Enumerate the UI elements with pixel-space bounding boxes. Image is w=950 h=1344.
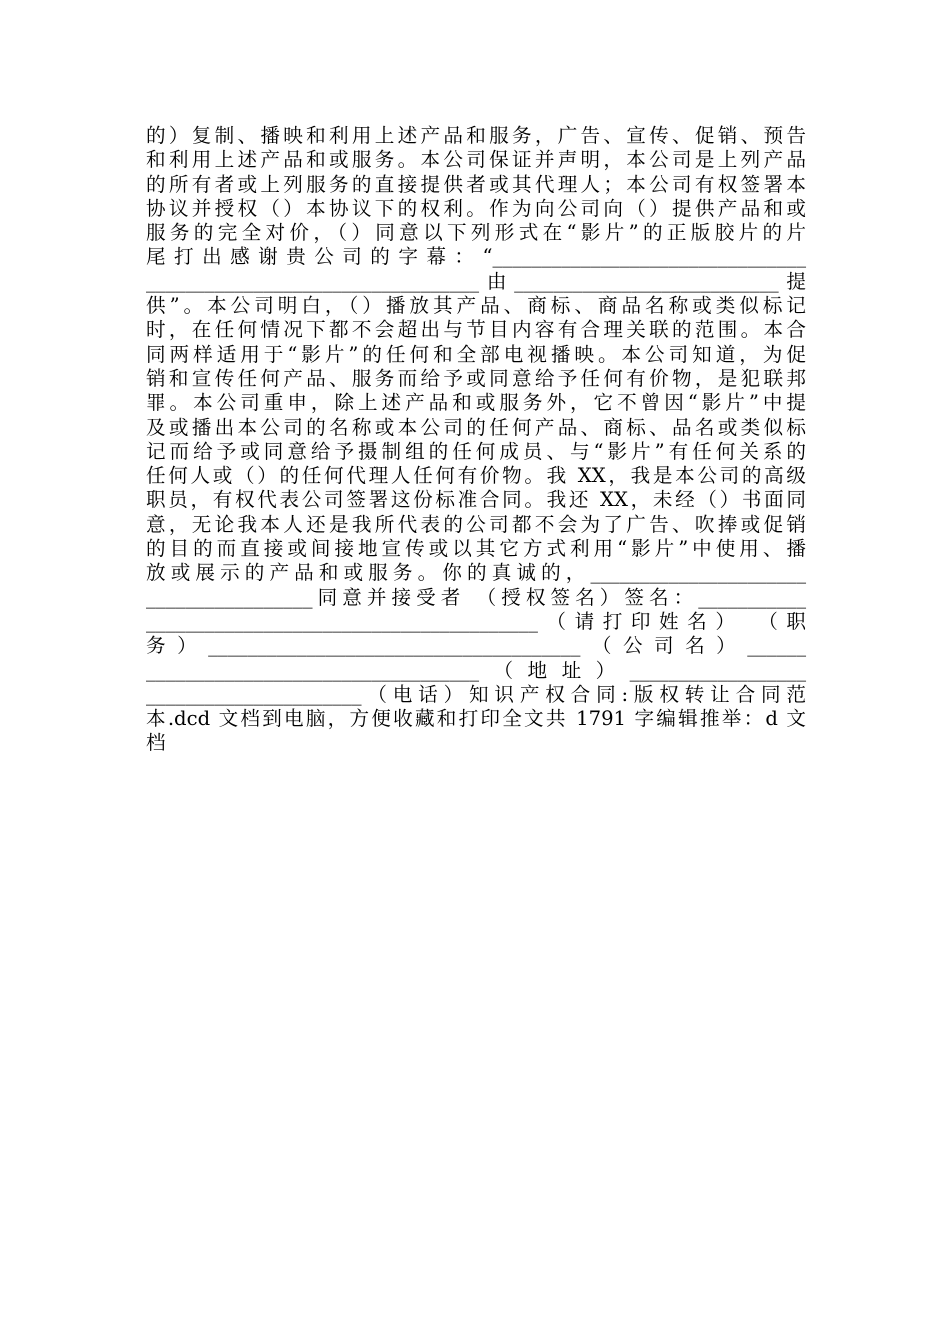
text-line: 同两样适用于“影片”的任何和全部电视播映。本公司知道，为促 bbox=[146, 342, 806, 366]
text-line: 本.dcd 文档到电脑，方便收藏和打印全文共 1791 字编辑推举：d 文 bbox=[146, 707, 806, 731]
text-line: ________________________________________（请打印姓名） （职 bbox=[146, 609, 806, 633]
text-line: 销和宣传任何产品、服务而给予或同意给予任何有价物，是犯联邦 bbox=[146, 366, 806, 390]
text-line: 和利用上述产品和或服务。本公司保证并声明，本公司是上列产品 bbox=[146, 148, 806, 172]
contract-body-text bbox=[146, 124, 806, 756]
text-line: 供”。本公司明白，（）播放其产品、商标、商品名称或类似标记 bbox=[146, 294, 806, 318]
text-line: _________________同意并接受者 （授权签名）签名：___________ bbox=[146, 585, 806, 609]
text-line: 职员，有权代表公司签署这份标准合同。我还 XX，未经（）书面同 bbox=[146, 488, 806, 512]
text-line: 档 bbox=[146, 731, 166, 755]
text-line: 及或播出本公司的名称或本公司的任何产品、商标、品名或类似标 bbox=[146, 415, 806, 439]
text-line: 放或展示的产品和或服务。你的真诚的，______________________ bbox=[146, 561, 806, 585]
text-line: 记而给予或同意给予摄制组的任何成员、与“影片”有任何关系的 bbox=[146, 439, 806, 463]
text-line: 服务的完全对价，（）同意以下列形式在“影片”的正版胶片的片 bbox=[146, 221, 806, 245]
text-line: 的）复制、播映和利用上述产品和服务，广告、宣传、促销、预告 bbox=[146, 124, 806, 147]
text-line: __________________________________（地址）__________________ bbox=[146, 658, 806, 682]
text-line: 意，无论我本人还是我所代表的公司都不会为了广告、吹捧或促销 bbox=[146, 512, 806, 536]
text-line: ______________________（电话）知识产权合同:版权转让合同范 bbox=[146, 682, 806, 706]
text-line: 罪。本公司重申，除上述产品和或服务外，它不曾因“影片”中提 bbox=[146, 391, 806, 415]
text-line: __________________________________由___________________________提 bbox=[146, 269, 806, 293]
text-line: 务）______________________________________（公司名）______ bbox=[146, 634, 806, 658]
text-line: 任何人或（）的任何代理人任何有价物。我 XX，我是本公司的高级 bbox=[146, 464, 806, 488]
text-line: 的目的而直接或间接地宣传或以其它方式利用“影片”中使用、播 bbox=[146, 537, 806, 561]
text-line: 的所有者或上列服务的直接提供者或其代理人；本公司有权签署本 bbox=[146, 172, 806, 196]
text-line: 尾打出感谢贵公司的字幕：“________________________________ bbox=[146, 245, 806, 269]
text-line: 协议并授权（）本协议下的权利。作为向公司向（）提供产品和或 bbox=[146, 196, 806, 220]
text-line: 时，在任何情况下都不会超出与节目内容有合理关联的范围。本合 bbox=[146, 318, 806, 342]
